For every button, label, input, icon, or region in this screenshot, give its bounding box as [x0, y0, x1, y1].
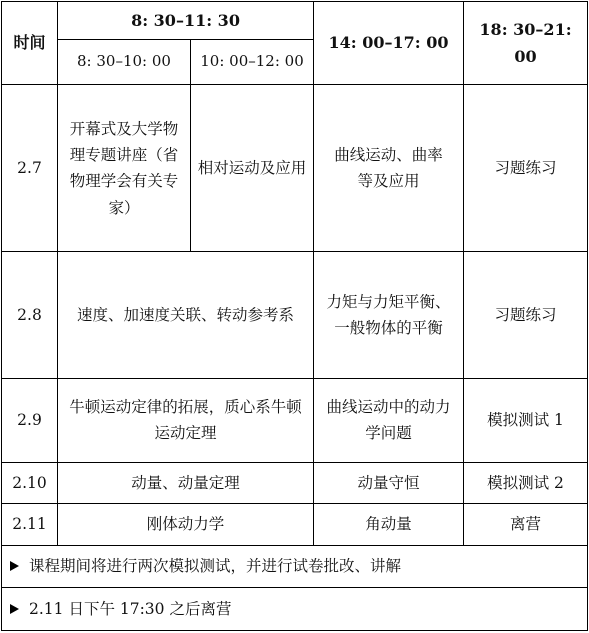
- table-row: [2, 462, 588, 503]
- evening-cell: 离营: [464, 503, 588, 545]
- date-cell: 2.11: [2, 503, 58, 545]
- morning-part1-header: 8: 30–10: 00: [58, 40, 191, 85]
- note-cell: [2, 587, 588, 630]
- note-text: 课程期间将进行两次模拟测试，并进行试卷批改、讲解: [29, 557, 402, 576]
- date-cell: 2.10: [2, 462, 58, 503]
- header-row: [2, 2, 588, 40]
- table-row: [2, 378, 588, 462]
- arrow-bullet-icon: [10, 604, 19, 614]
- evening-cell: 习题练习: [464, 85, 588, 252]
- afternoon-cell: 力矩与力矩平衡、一般物体的平衡: [314, 252, 464, 378]
- table-row: [2, 85, 588, 252]
- morning-cell: 动量、动量定理: [58, 462, 314, 503]
- afternoon-cell: 动量守恒: [314, 462, 464, 503]
- date-cell: 2.7: [2, 85, 58, 252]
- evening-cell: 模拟测试 1: [464, 378, 588, 462]
- schedule-table: [1, 1, 588, 631]
- date-cell: 2.9: [2, 378, 58, 462]
- morning-cell: 速度、加速度关联、转动参考系: [58, 252, 314, 378]
- morning-header: 8: 30–11: 30: [58, 2, 314, 40]
- afternoon-header: 14: 00–17: 00: [314, 2, 464, 85]
- note-row: [2, 545, 588, 587]
- note-text: 2.11 日下午 17:30 之后离营: [29, 599, 232, 618]
- date-cell: 2.8: [2, 252, 58, 378]
- evening-cell: 模拟测试 2: [464, 462, 588, 503]
- afternoon-cell: 曲线运动、曲率等及应用: [314, 85, 464, 252]
- afternoon-cell: 曲线运动中的动力学问题: [314, 378, 464, 462]
- time-header: 时间: [2, 2, 58, 85]
- evening-header: 18: 30–21: 00: [464, 2, 588, 85]
- morning-part1-cell: 开幕式及大学物理专题讲座（省物理学会有关专家）: [58, 85, 191, 252]
- note-cell: [2, 545, 588, 587]
- table-row: [2, 252, 588, 378]
- morning-part2-cell: 相对运动及应用: [191, 85, 314, 252]
- morning-cell: 牛顿运动定律的拓展，质心系牛顿运动定理: [58, 378, 314, 462]
- morning-part2-header: 10: 00–12: 00: [191, 40, 314, 85]
- evening-cell: 习题练习: [464, 252, 588, 378]
- note-row: [2, 587, 588, 630]
- morning-cell: 刚体动力学: [58, 503, 314, 545]
- afternoon-cell: 角动量: [314, 503, 464, 545]
- table-row: [2, 503, 588, 545]
- arrow-bullet-icon: [10, 561, 19, 571]
